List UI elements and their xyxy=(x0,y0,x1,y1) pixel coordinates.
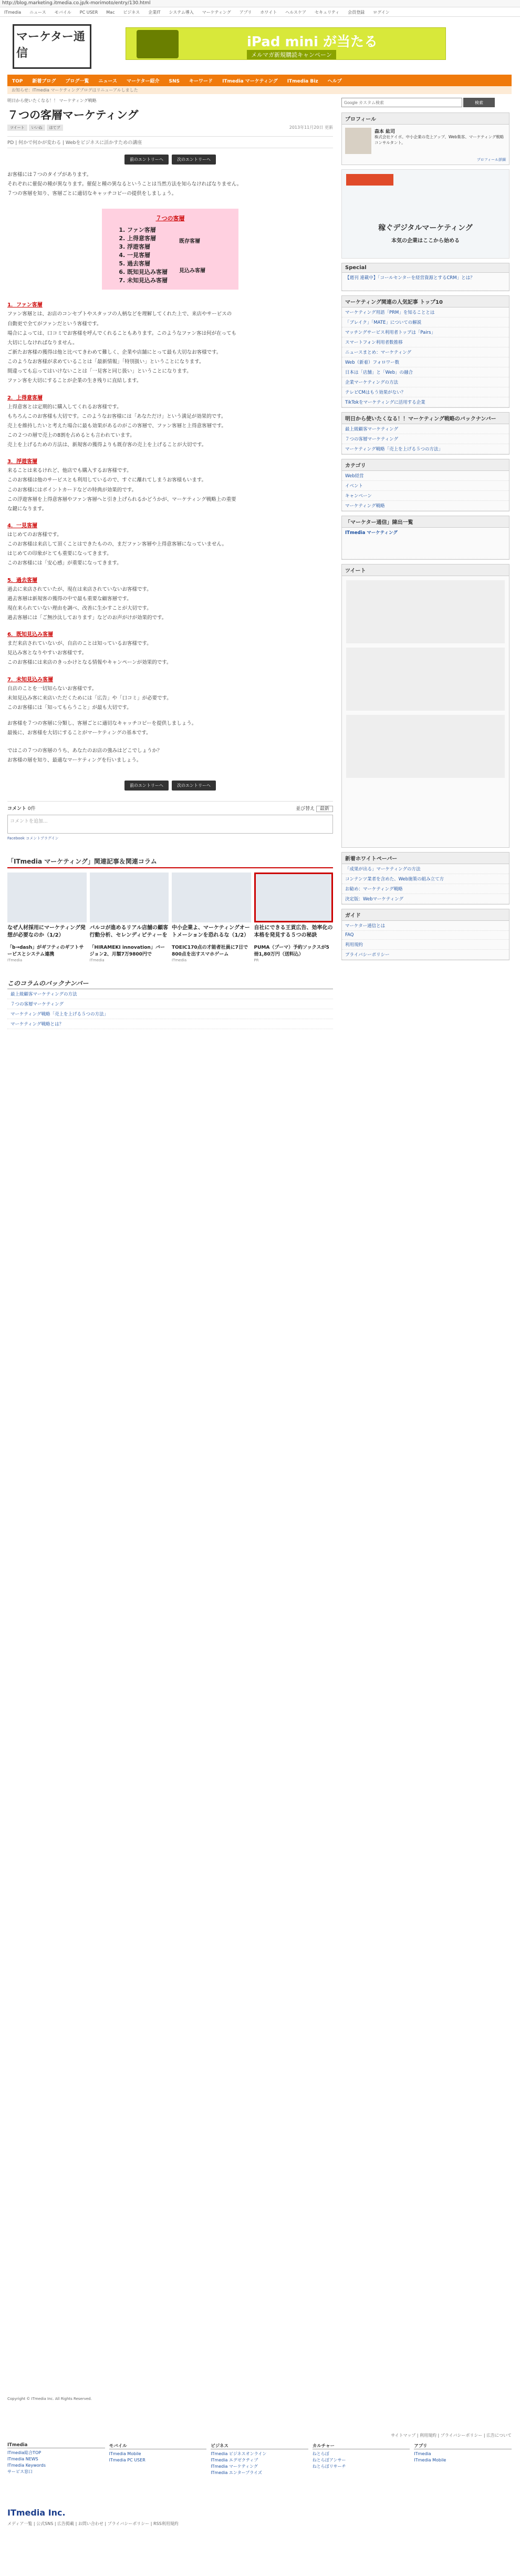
main-nav-item[interactable]: ITmedia Biz xyxy=(287,79,318,84)
sidebar-ad-title: 稼ぐデジタルマーケティング xyxy=(378,224,473,232)
ipad-image xyxy=(137,30,179,58)
section-paragraph: 見込み客となりやすいお客様です。 xyxy=(7,650,87,656)
search-button[interactable]: 検索 xyxy=(463,98,495,107)
url-bar[interactable]: http://blog.marketing.itmedia.co.jp/k-morimoto/entry/130.html xyxy=(0,0,520,7)
group-labels xyxy=(175,225,205,284)
profile-box xyxy=(341,112,509,165)
avatar xyxy=(345,128,371,154)
main-nav-item[interactable]: ITmedia マーケティング xyxy=(222,79,278,84)
top-nav-item[interactable]: モバイル xyxy=(54,10,71,15)
like-button[interactable]: いいね xyxy=(29,125,45,131)
customer-type-item: 7. 未知見込み客層 xyxy=(127,276,168,284)
section-paragraph: このお客様には「安心感」が重要になってきます。 xyxy=(7,560,122,567)
related-column-source: ITmedia xyxy=(7,958,23,962)
top-nav-item[interactable]: ニュース xyxy=(29,10,46,15)
footer-link[interactable]: ITmedia Mobile xyxy=(414,2458,446,2462)
related-thumbnail xyxy=(172,873,251,922)
footer-column xyxy=(313,2442,410,2476)
main-nav-item[interactable]: ニュース xyxy=(98,79,117,84)
header-banner xyxy=(7,20,512,71)
backnumber-item[interactable]: マーケティング戦略「売上を上げる５つの方法」 xyxy=(7,1009,333,1019)
customer-types-list xyxy=(127,225,168,284)
main-nav-item[interactable]: キーワード xyxy=(189,79,213,84)
ad-banner[interactable] xyxy=(126,27,446,60)
group-existing: 既存客層 xyxy=(179,238,200,244)
prev-entry-button-bottom[interactable]: 前のエントリーへ xyxy=(124,781,169,791)
intro-paragraph: ７つの客層を知り、客層ごとに適切なキャッチコピーの提供をしましょう。 xyxy=(7,191,177,197)
special-item[interactable]: 【週刊 連載中】「コールセンターを経営資源とするCRM」とは？ xyxy=(342,273,509,291)
section-paragraph: 未知見込み客に来店いただくためには「広告」や「口コミ」が必要です。 xyxy=(7,695,172,701)
guide-item[interactable]: マーケター通信とは xyxy=(342,921,509,931)
section-paragraph: 売上を維持したいと考えた場合に最も効果があるのがこの客層で、ファン客層と上得意客層です。 xyxy=(7,423,226,429)
footer xyxy=(7,2397,512,2527)
related-thumbnail xyxy=(90,873,169,922)
footer-link[interactable]: ITmedia xyxy=(414,2451,431,2456)
ranking-title: マーケティング関連の人気記事 トップ10 xyxy=(342,296,509,307)
top-nav-item[interactable]: 会員登録 xyxy=(348,10,365,15)
sub-nav: お知らせ：ITmedia マーケティングブログはリニューアルしました xyxy=(7,86,512,94)
customer-type-item: 3. 浮遊客層 xyxy=(127,242,168,251)
footer-column-heading: ITmedia xyxy=(7,2442,105,2448)
category-item[interactable]: キャンペーン xyxy=(342,491,509,501)
comments-label: コメント xyxy=(7,806,27,812)
main-nav xyxy=(7,75,512,86)
guide-box xyxy=(341,909,509,960)
section-paragraph: 場合によっては、口コミでお客様を呼んでくれることもあります。このようなファン客は何が在っても xyxy=(7,330,237,336)
whitepaper-item[interactable]: お勧め：マーケティング戦略 xyxy=(342,884,509,894)
ranking-box xyxy=(341,295,509,408)
category-item[interactable]: イベント xyxy=(342,481,509,491)
section-paragraph: 過去客層には「ご無沙汰しております」などのお声がけが効果的です。 xyxy=(7,614,167,621)
related-column-title: 「b→dash」がギフティのギフトサービスとシステム連携 xyxy=(7,945,84,958)
copyright: Copyright © ITmedia Inc. All Rights Reserved. xyxy=(7,2397,92,2401)
related-item[interactable] xyxy=(254,873,334,939)
whitepaper-box xyxy=(341,852,509,905)
blog-backnumber-item[interactable]: マーケティング戦略「売上を上げる５つの方法」 xyxy=(342,444,509,454)
related-column-title: 「HIRAMEKI innovation」バージョン2、月額7万9800円で xyxy=(89,945,165,958)
comment-count: 0件 xyxy=(27,806,36,812)
top-nav-item[interactable]: セキュリティ xyxy=(314,10,340,15)
category-item[interactable]: マーケティング戦略 xyxy=(342,501,509,511)
footer-column-heading: モバイル xyxy=(109,2442,207,2449)
ranking-item[interactable]: 「ブレイク」「MATE」についての解説 xyxy=(342,317,509,327)
footer-link[interactable]: ITmedia エグゼクティブ xyxy=(211,2458,258,2462)
search-input[interactable] xyxy=(341,98,462,107)
section-paragraph: 大切にしなければなりません。 xyxy=(7,340,78,346)
whitepaper-item[interactable]: 「成果が出る」マーケティングの方法 xyxy=(342,864,509,874)
profile-text: 株式会社ケイボ。中小企業の売上アップ、Web集客、マーケティング戦略コンサルタント。 xyxy=(375,135,504,145)
section-paragraph: 過去客層は新規客の獲得の中で最も重要な顧客層です。 xyxy=(7,596,132,602)
next-entry-button[interactable]: 次のエントリーへ xyxy=(172,155,216,165)
blog-backnumber-box xyxy=(341,412,509,455)
footer-column-heading: カルチャー xyxy=(313,2442,410,2449)
backnumber xyxy=(7,979,333,1029)
section-heading: 3．浮遊客層 xyxy=(7,459,37,465)
backnumber-item[interactable]: マーケティング戦略とは？ xyxy=(7,1019,333,1029)
section-paragraph: このようなお客様が求めていることは「最新情報」「特別扱い」ということになります。 xyxy=(7,359,204,365)
section-heading: 5．過去客層 xyxy=(7,577,37,583)
sort-label: 並び替え xyxy=(296,806,315,812)
section-paragraph: 上得意客とは定期的に購入してくれるお客様です。 xyxy=(7,404,122,410)
site-search xyxy=(341,98,509,107)
outro-paragraph: ではこの７つの客層のうち、あなたのお店の強みはどこでしょうか？ xyxy=(7,748,162,754)
whitepaper-title: 新着ホワイトペーパー xyxy=(342,853,509,864)
customer-type-item: 4. 一見客層 xyxy=(127,251,168,259)
section-paragraph: このお客様には来店のきっかけとなる情報やキャンペーンが効果的です。 xyxy=(7,660,172,666)
sidebar-ad[interactable] xyxy=(341,169,509,259)
section-paragraph: 売上を上げるための方法は、新規客の獲得よりも既存客の売上を上げることが大切です。 xyxy=(7,442,207,448)
related-thumbnail xyxy=(7,873,87,922)
footer-column xyxy=(211,2442,308,2476)
fb-plugin-link[interactable]: Facebook コメントプラグイン xyxy=(7,836,59,841)
tweet-image xyxy=(346,580,505,643)
footer-link[interactable]: ITmedia Keywords xyxy=(7,2463,46,2468)
section-paragraph: 自動更で全てがファンだという客様です。 xyxy=(7,321,102,327)
ranking-item[interactable]: ニュースまとめ：マーケティング xyxy=(342,347,509,357)
footer-column xyxy=(7,2442,105,2476)
section-paragraph: このお客様は来店して頂くことはできたものの、まだファン客層や上得意客層になっていません。 xyxy=(7,541,227,548)
related-item-title: 自社にできる王貢広告、効率化の本格を発見する５つの秘訣 xyxy=(254,925,333,939)
related-item-title: バルコが進めるリアル店舗の顧客行動分析、セレンディピティーを xyxy=(89,925,169,939)
outro-paragraph: お客様を７つの客層に分類し、客層ごとに適切なキャッチコピーを提供しましょう。 xyxy=(7,720,197,726)
sidebar xyxy=(341,98,509,964)
section-heading: 6．既知見込み客層 xyxy=(7,632,53,638)
ad-title: iPad mini が当たる xyxy=(247,34,378,50)
pager-bottom xyxy=(7,781,333,791)
main-nav-item[interactable]: ブログ一覧 xyxy=(65,79,89,84)
comments xyxy=(7,801,333,841)
footer-columns xyxy=(7,2442,512,2476)
intro-paragraph: お客様には７つのタイプがあります。 xyxy=(7,172,92,178)
related-column-source: ITmedia xyxy=(172,958,187,962)
fb-page-name[interactable]: ITmedia マーケティング xyxy=(342,528,509,559)
backnumber-title: このコラムのバックナンバー xyxy=(7,979,333,989)
footer-link[interactable]: ITmedia エンタープライズ xyxy=(211,2470,262,2475)
section-heading: 2．上得意客層 xyxy=(7,395,43,401)
related-section xyxy=(7,857,333,963)
related-title: 「ITmedia マーケティング」関連記事＆関連コラム xyxy=(7,857,333,868)
article xyxy=(7,98,333,1029)
section-paragraph: ファン客を大切にすることが企業の生き残りに直結します。 xyxy=(7,378,142,384)
profile-more-link[interactable]: プロフィール詳細 xyxy=(476,158,506,162)
guide-item[interactable]: プライバシーポリシー xyxy=(342,950,509,960)
outro-paragraph: 最後に、お客様を大切にすることがマーケティングの基本です。 xyxy=(7,730,151,736)
blog-backnumber-item[interactable]: 最上級顧客マーケティング xyxy=(342,424,509,434)
top-nav-item[interactable]: 企業IT xyxy=(148,10,161,15)
related-item[interactable] xyxy=(90,873,169,939)
related-column-source: ITmedia xyxy=(89,958,105,962)
related-column-item[interactable] xyxy=(90,945,169,963)
footer-link[interactable]: ITmedia ビジネスオンライン xyxy=(211,2451,267,2456)
footer-link[interactable]: ねとらぼリサーチ xyxy=(312,2464,346,2469)
section-paragraph: まだ来店されていないが、自店のことは知っているお客様です。 xyxy=(7,641,152,647)
section-paragraph: ファン客層とは、お店のコンセプトやスタッフの人柄などを理解してくれた上で、来店やサービスの xyxy=(7,311,232,317)
category-box xyxy=(341,459,509,511)
related-item[interactable] xyxy=(7,873,87,939)
ranking-item[interactable]: 日本は「店舗」と「Web」の融合 xyxy=(342,367,509,377)
section-paragraph: 過去に来店されていたが、現在は来店されていないお客様です。 xyxy=(7,586,152,592)
related-item[interactable] xyxy=(172,873,251,939)
ranking-item[interactable]: 企業マーケティングの方法 xyxy=(342,377,509,387)
group-prospect: 見込み客層 xyxy=(179,268,205,274)
comment-input[interactable]: コメントを追加... xyxy=(7,815,333,834)
page-title: ７つの客層マーケティング xyxy=(7,109,139,121)
related-column-title: TOEIC170点の才能者社員に7日で800点を出すスマホゲーム xyxy=(172,945,248,958)
tweet-image-3 xyxy=(346,715,505,778)
ranking-item[interactable]: マッチングサービス利用者トップは「Pairs」 xyxy=(342,327,509,337)
section-heading: 1．ファン客層 xyxy=(7,302,43,309)
outro-paragraph: お客様の層を知り、最適なマーケティングを行いましょう。 xyxy=(7,757,142,764)
related-column-item[interactable] xyxy=(172,945,251,963)
footer-link[interactable]: ねとらぼアンサー xyxy=(312,2458,346,2462)
footer-column-heading: ビジネス xyxy=(211,2442,308,2449)
hatena-button[interactable]: はてブ xyxy=(47,125,63,131)
site-logo[interactable]: マーケター通信 xyxy=(13,24,91,69)
profile-title: プロフィール xyxy=(342,113,509,125)
related-item-title: 中小企業よ、マーケティングオートメーションを恐れるな（1/2） xyxy=(172,925,250,939)
article-sections xyxy=(7,300,333,712)
footer-column xyxy=(414,2442,512,2476)
customer-types-box xyxy=(102,209,238,290)
top-nav-item[interactable]: システム導入 xyxy=(169,10,194,15)
footer-link[interactable]: ねとらぼ xyxy=(312,2451,329,2456)
top-nav-item[interactable]: ログイン xyxy=(373,10,390,15)
section-paragraph: この２つの層で売上の8割を占めるとも言われています。 xyxy=(7,432,135,438)
top-nav-item[interactable]: マーケティング xyxy=(202,10,231,15)
section-heading: 7．未知見込み客層 xyxy=(7,676,53,683)
article-outro xyxy=(7,720,333,765)
box-title: ７つの客層 xyxy=(155,215,185,222)
top-nav-item[interactable]: ITmedia xyxy=(4,10,22,15)
guide-item[interactable]: 利用規約 xyxy=(342,940,509,950)
top-nav xyxy=(0,8,520,17)
footer-link[interactable]: ITmedia NEWS xyxy=(7,2457,38,2461)
section-paragraph: 自店のことを一切知らないお客様です。 xyxy=(7,685,97,692)
main-nav-item[interactable]: ヘルプ xyxy=(327,79,342,84)
backnumber-item[interactable]: ７つの客層マーケティング xyxy=(7,999,333,1009)
ranking-item[interactable]: テレビCMはもう効果がない？ xyxy=(342,387,509,397)
pager-top xyxy=(7,155,333,165)
special-box xyxy=(341,263,509,291)
section-heading: 4．一見客層 xyxy=(7,522,37,529)
ad-subtitle: メルマガ新規購読キャンペーン xyxy=(247,50,336,59)
breadcrumb[interactable]: PD | 何かで何かが変わる | Webをビジネスに活かすための講座 xyxy=(7,136,333,148)
related-column-item[interactable] xyxy=(7,945,87,963)
outro-paragraph xyxy=(7,738,333,746)
section-paragraph: はじめてのお客様です。 xyxy=(7,531,62,538)
footer-link[interactable]: ITmedia Mobile xyxy=(109,2451,141,2456)
blog-backnumber-item[interactable]: ７つの客層マーケティング xyxy=(342,434,509,444)
section-paragraph: な鍵になります。 xyxy=(7,506,47,512)
section-paragraph: もちろんこのお客様も大切です。このようなお客様には「あなただけ」という満足が効果的です。 xyxy=(7,413,226,419)
related-item-title: なぜ人材採用にマーケティング発想が必要なのか（1/2） xyxy=(7,925,86,939)
footer-link[interactable]: ITmedia マーケティング xyxy=(211,2464,258,2469)
top-nav-item[interactable]: アプリ xyxy=(239,10,252,15)
tweet-image-2 xyxy=(346,648,505,711)
special-title: Special xyxy=(342,263,509,273)
footer-link[interactable]: ITmedia総合TOP xyxy=(7,2450,41,2455)
section-paragraph: このお客様には「知ってもらうこと」が最も大切です。 xyxy=(7,704,132,711)
ranking-item[interactable]: スマートフォン利用者数推移 xyxy=(342,337,509,347)
section-paragraph: 来ることは来るけれど、他店でも購入するお客様です。 xyxy=(7,468,132,474)
related-column-item[interactable] xyxy=(254,945,334,963)
guide-title: ガイド xyxy=(342,909,509,921)
blog-backnumber-title: 明日から使いたくなる！！マーケティング戦略のバックナンバー xyxy=(342,413,509,424)
category-item[interactable]: Web経営 xyxy=(342,471,509,481)
customer-type-item: 5. 過去客層 xyxy=(127,259,168,268)
section-paragraph: ご新たお客様の獲得は他と比べてきわめて難しく、企業や店舗にとって最も大切なお客様です。 xyxy=(7,349,222,355)
main-nav-item[interactable]: マーケター紹介 xyxy=(126,79,160,84)
main-nav-item[interactable]: SNS xyxy=(169,79,180,84)
backnumber-item[interactable]: 最上級顧客マーケティングの方法 xyxy=(7,989,333,999)
section-paragraph: このお客様にはポイントカードなどの特典が効果的です。 xyxy=(7,487,137,493)
prev-entry-button[interactable]: 前のエントリーへ xyxy=(124,155,169,165)
article-intro xyxy=(7,171,333,198)
article-kicker[interactable]: 明日から使いたくなる！！ マーケティング戦略 xyxy=(7,98,97,103)
top-nav-item[interactable]: PC USER xyxy=(79,10,98,15)
section-paragraph: この浮遊客層を上得意客層やファン客層へと引き上げられるかどうかが、マーケティング戦略上の重要 xyxy=(7,496,236,502)
whitepaper-item[interactable]: コンテンツ業者を含めた、Web施策の組み立て方 xyxy=(342,874,509,884)
tweet-button[interactable]: ツイート xyxy=(7,125,27,131)
category-title: カテゴリ xyxy=(342,459,509,471)
footer-link[interactable]: ITmedia PC USER xyxy=(109,2458,145,2462)
twitter-title: ツイート xyxy=(342,565,509,576)
top-nav-item[interactable]: ビジネス xyxy=(123,10,140,15)
sns-title: 「マーケター通信」陳出一覧 xyxy=(342,516,509,528)
sns-box xyxy=(341,516,509,560)
ranking-item[interactable]: Web（新着）フォロワー数 xyxy=(342,357,509,367)
footer-column-heading: アプリ xyxy=(414,2442,512,2449)
section-paragraph: はじめての印象がとても重要になってきます。 xyxy=(7,551,112,557)
footer-link[interactable]: サービス窓口 xyxy=(7,2469,33,2474)
top-nav-item[interactable]: ヘルスケア xyxy=(285,10,306,15)
intro-paragraph: それぞれに催促の種が異なります。催促と種の異なるということは当然方法を知らなければなりません。 xyxy=(7,181,242,188)
share-buttons xyxy=(7,125,81,131)
sort-select[interactable]: 最新 xyxy=(316,806,333,812)
section-paragraph: 間違っても忘ってはいけないことは「一見客と同じ扱い」ということになります。 xyxy=(7,368,192,375)
ranking-item[interactable]: TikTokをマーケティングに活用する企業 xyxy=(342,397,509,407)
main-nav-item[interactable]: TOP xyxy=(12,79,23,84)
itmedia-logo[interactable]: ITmedia Inc. xyxy=(7,2508,66,2518)
profile-name: 森本 紘司 xyxy=(375,129,396,135)
related-column-title: PUMA（プーマ）予約ソックスが5冊1,80万円（送料込） xyxy=(254,945,329,958)
customer-type-item: 6. 既知見込み客層 xyxy=(127,268,168,276)
section-paragraph: このお客様は他のサービスとも利用しているので、すぐに離れてしまうお客様もいます。 xyxy=(7,477,207,484)
guide-item[interactable]: FAQ xyxy=(342,931,509,940)
customer-type-item: 1. ファン客層 xyxy=(127,225,168,234)
sidebar-ad-sub: 本気の企業はここから始める xyxy=(391,238,460,244)
footer-column xyxy=(109,2442,207,2476)
main-nav-item[interactable]: 新着ブログ xyxy=(32,79,56,84)
twitter-box xyxy=(341,564,509,848)
article-date: 2013年11月20日 更新 xyxy=(289,125,333,130)
footer-links[interactable]: サイトマップ | 利用規約 | プライバシーポリシー | 広告について xyxy=(391,2433,512,2438)
next-entry-button-bottom[interactable]: 次のエントリーへ xyxy=(172,781,216,791)
related-column-source: PR xyxy=(254,958,259,962)
footer-bottom-links[interactable]: メディア一覧 | 公式SNS | 広告掲載 | お問い合わせ | プライバシーポリシー | RSS利用規約 xyxy=(7,2521,179,2526)
customer-type-item: 2. 上得意客層 xyxy=(127,234,168,242)
top-nav-item[interactable]: Mac xyxy=(106,10,115,15)
ranking-item[interactable]: マーケティング用語「PRM」を知ることとは xyxy=(342,307,509,317)
section-paragraph: 現在来られていない理由を調べ、改善に生かすことが大切です。 xyxy=(7,605,152,611)
top-nav-item[interactable]: ホワイト xyxy=(260,10,277,15)
whitepaper-item[interactable]: 決定版：Webマーケティング xyxy=(342,894,509,904)
related-thumbnail xyxy=(254,873,334,922)
